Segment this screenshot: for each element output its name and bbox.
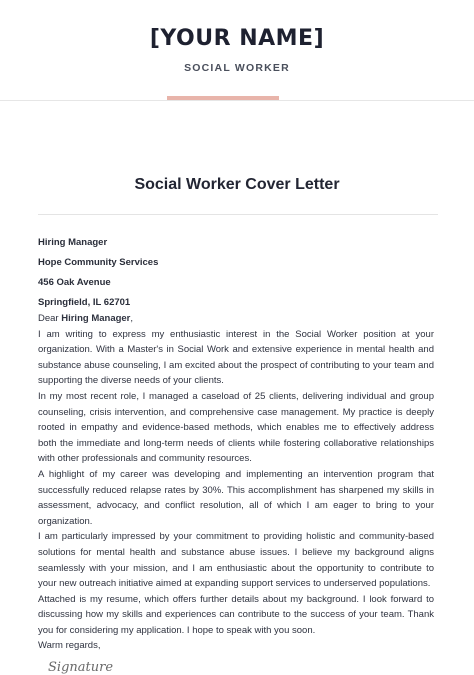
- letter-body: [38, 311, 434, 654]
- paragraph-intro: I am writing to express my enthusiastic interest in the Social Worker position at your organization. With a Master's in Social Work and extensive experience in mental health and substance abuse counseling, I am excited about the prospect of contributing to your team and supporting the diverse needs of your clients.: [38, 328, 434, 387]
- closing-line: Warm regards,: [38, 640, 101, 652]
- applicant-role: SOCIAL WORKER: [184, 62, 290, 74]
- accent-bar: [167, 96, 279, 100]
- recipient-street: 456 Oak Avenue: [38, 277, 111, 288]
- recipient-city: Springfield, IL 62701: [38, 297, 131, 308]
- salutation-suffix: ,: [130, 313, 134, 324]
- paragraph-closing: Attached is my resume, which offers further details about my background. I look forward to discussing how my skills and experiences can contribute to the success of your team. Thank you for considering my application. I hope to speak with you soon.: [38, 593, 434, 636]
- paragraph-highlight: A highlight of my career was developing and implementing an intervention program that successfully reduced relapse rates by 30%. This accomplishment has sharpened my skills in assessment, advocacy, and conflict resolution, all of which I am eager to bring to your organization.: [38, 468, 434, 527]
- title-divider: [38, 214, 438, 215]
- document-title: Social Worker Cover Letter: [134, 176, 340, 193]
- recipient-title: Hiring Manager: [38, 237, 108, 248]
- salutation-name: Hiring Manager: [61, 313, 131, 324]
- signature: Signature: [48, 660, 114, 675]
- recipient-organization: Hope Community Services: [38, 257, 159, 268]
- applicant-name: [YOUR NAME]: [149, 26, 325, 51]
- letterhead: [0, 0, 474, 101]
- salutation-prefix: Dear: [38, 313, 62, 324]
- paragraph-experience: In my most recent role, I managed a caseload of 25 clients, delivering individual and group counseling, crisis intervention, and comprehensive case management. My practice is deeply rooted in empathy and evidence-based methods, which enables me to effectively address both the immediate and long-term needs of clients while fostering collaborative relationships with other professionals and community resources.: [38, 390, 434, 465]
- paragraph-mission: I am particularly impressed by your commitment to providing holistic and community-based solutions for mental health and substance abuse issues. I believe my background aligns seamlessly with your mission, and I am enthusiastic about the opportunity to contribute to your new outreach initiative aimed at expanding support services to underserved populations.: [38, 531, 434, 590]
- salutation: [38, 311, 434, 327]
